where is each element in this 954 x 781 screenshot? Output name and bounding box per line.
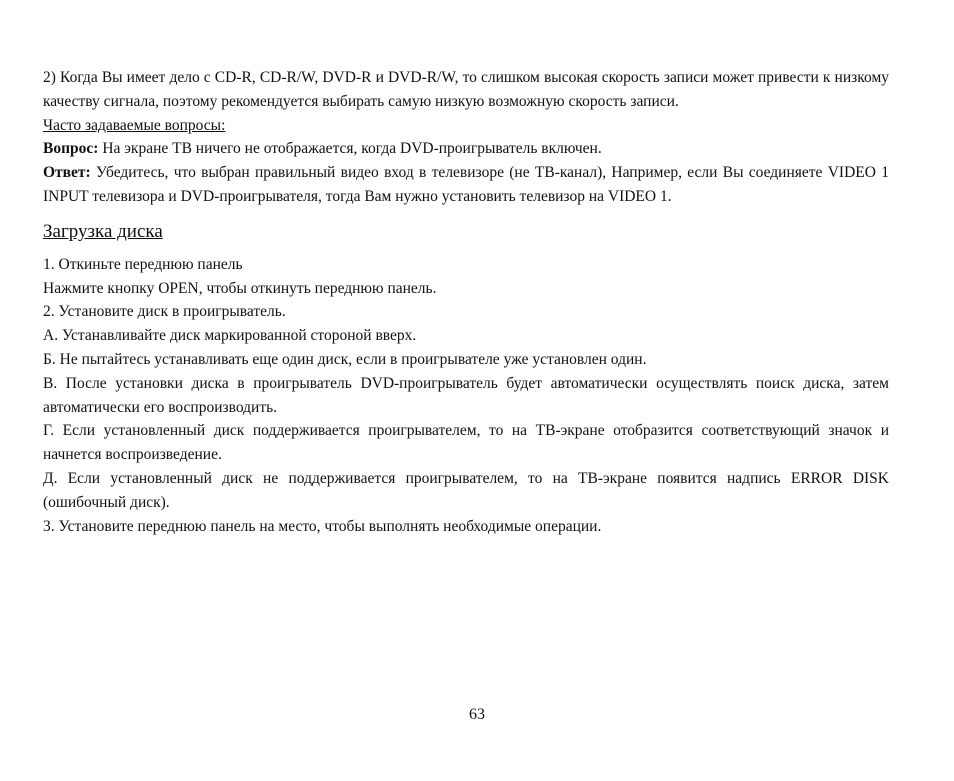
list-item: А. Устанавливайте диск маркированной стороной вверх. bbox=[43, 327, 417, 345]
list-item: 2. Установите диск в проигрыватель. bbox=[43, 303, 286, 321]
list-item: В. После установки диска в проигрыватель DVD-проигрыватель будет автоматически осуществлять поиск диска, затем автоматически его воспроизводить. bbox=[43, 374, 889, 416]
faq-title: Часто задаваемые вопросы: bbox=[43, 116, 226, 134]
answer-label: Ответ: bbox=[43, 164, 91, 182]
question-text: На экране ТВ ничего не отображается, когда DVD-проигрыватель включен. bbox=[98, 140, 602, 158]
faq-question bbox=[43, 137, 889, 161]
list-item: Д. Если установленный диск не поддерживается проигрывателем, то на ТВ-экране появится надпись ERROR DISK (ошибочный диск). bbox=[43, 469, 889, 511]
section-heading: Загрузка диска bbox=[43, 220, 163, 242]
answer-text: Убедитесь, что выбран правильный видео вход в телевизоре (не ТВ-канал), Например, если Вы соединяете VIDEO 1 INPUT телевизора и DVD-проигрывателя, тогда Вам нужно установить телевизор на VIDEO 1. bbox=[43, 164, 889, 205]
document-body bbox=[43, 66, 889, 538]
question-label: Вопрос: bbox=[43, 140, 99, 158]
list-item: 3. Установите переднюю панель на место, чтобы выполнять необходимые операции. bbox=[43, 517, 602, 535]
intro-paragraph: 2) Когда Вы имеет дело с CD-R, CD-R/W, DVD-R и DVD-R/W, то слишком высокая скорость записи может привести к низкому качеству сигнала, поэтому рекомендуется выбирать самую низкую возможную скорость записи. bbox=[43, 69, 889, 110]
list-item: 1. Откиньте переднюю панель bbox=[43, 255, 243, 273]
faq-answer bbox=[43, 161, 889, 209]
list-item: Нажмите кнопку OPEN, чтобы откинуть переднюю панель. bbox=[43, 279, 437, 297]
page-number: 63 bbox=[469, 706, 485, 723]
list-item: Г. Если установленный диск поддерживается проигрывателем, то на ТВ-экране отобразится соответствующий значок и начнется воспроизведение. bbox=[43, 422, 889, 464]
list-item: Б. Не пытайтесь устанавливать еще один диск, если в проигрывателе уже установлен один. bbox=[43, 350, 647, 368]
